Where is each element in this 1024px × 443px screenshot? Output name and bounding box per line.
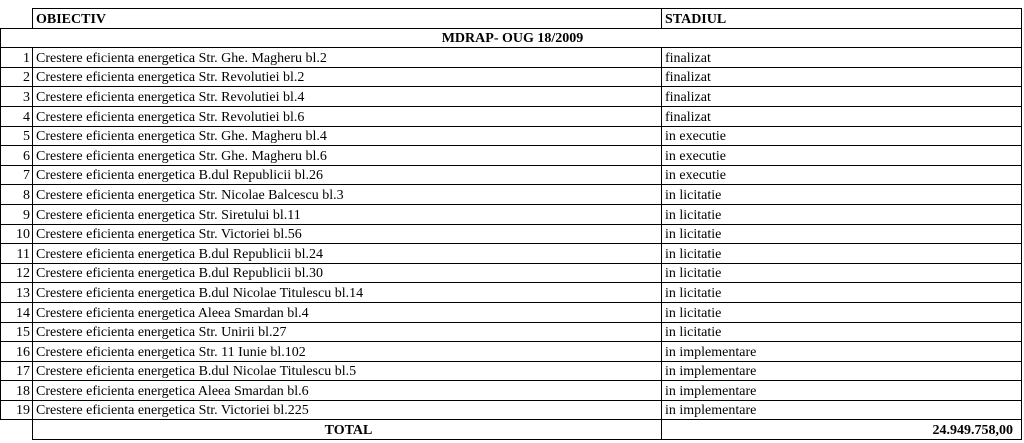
table-row <box>1 302 1022 322</box>
table-row <box>1 165 1022 185</box>
table-row <box>1 244 1022 264</box>
row-number: 1 <box>1 48 33 68</box>
row-number: 16 <box>1 342 33 362</box>
row-number: 17 <box>1 361 33 381</box>
row-objective: Crestere eficienta energetica B.dul Republicii bl.24 <box>33 244 662 264</box>
row-objective: Crestere eficienta energetica Str. 11 Iunie bl.102 <box>33 342 662 362</box>
row-status: in executie <box>662 146 1022 166</box>
row-number: 5 <box>1 126 33 146</box>
total-label: TOTAL <box>33 420 662 440</box>
header-number-cell <box>1 9 33 29</box>
table-row <box>1 263 1022 283</box>
table-row <box>1 224 1022 244</box>
row-objective: Crestere eficienta energetica B.dul Republicii bl.30 <box>33 263 662 283</box>
row-number: 4 <box>1 106 33 126</box>
row-number: 15 <box>1 322 33 342</box>
table-row <box>1 146 1022 166</box>
row-status: in licitatie <box>662 204 1022 224</box>
row-number: 11 <box>1 244 33 264</box>
row-number: 18 <box>1 381 33 401</box>
table-row <box>1 322 1022 342</box>
row-objective: Crestere eficienta energetica Str. Ghe. Magheru bl.4 <box>33 126 662 146</box>
row-objective: Crestere eficienta energetica B.dul Nicolae Titulescu bl.14 <box>33 283 662 303</box>
row-status: in licitatie <box>662 185 1022 205</box>
row-status: in licitatie <box>662 283 1022 303</box>
total-blank-cell <box>1 420 33 440</box>
objectives-table <box>0 8 1022 440</box>
row-status: finalizat <box>662 106 1022 126</box>
total-row <box>1 420 1022 440</box>
row-number: 10 <box>1 224 33 244</box>
row-number: 7 <box>1 165 33 185</box>
row-objective: Crestere eficienta energetica Aleea Smardan bl.6 <box>33 381 662 401</box>
table-header-row <box>1 9 1022 29</box>
objectives-table-sheet <box>0 8 1022 440</box>
row-objective: Crestere eficienta energetica Str. Nicolae Balcescu bl.3 <box>33 185 662 205</box>
table-row <box>1 283 1022 303</box>
row-objective: Crestere eficienta energetica Str. Siretului bl.11 <box>33 204 662 224</box>
row-status: in licitatie <box>662 302 1022 322</box>
row-status: finalizat <box>662 48 1022 68</box>
table-row <box>1 400 1022 420</box>
row-objective: Crestere eficienta energetica Str. Ghe. Magheru bl.2 <box>33 48 662 68</box>
row-status: in implementare <box>662 400 1022 420</box>
row-status: in executie <box>662 126 1022 146</box>
row-objective: Crestere eficienta energetica B.dul Nicolae Titulescu bl.5 <box>33 361 662 381</box>
table-row <box>1 106 1022 126</box>
row-number: 14 <box>1 302 33 322</box>
table-row <box>1 204 1022 224</box>
row-objective: Crestere eficienta energetica Str. Unirii bl.27 <box>33 322 662 342</box>
row-number: 6 <box>1 146 33 166</box>
table-row <box>1 361 1022 381</box>
row-number: 9 <box>1 204 33 224</box>
section-title-row <box>1 28 1022 48</box>
header-objective: OBIECTIV <box>33 9 662 29</box>
section-title: MDRAP- OUG 18/2009 <box>1 28 1022 48</box>
table-row <box>1 87 1022 107</box>
header-status: STADIUL <box>662 9 1022 29</box>
row-number: 19 <box>1 400 33 420</box>
row-number: 13 <box>1 283 33 303</box>
row-number: 2 <box>1 67 33 87</box>
row-objective: Crestere eficienta energetica Str. Victoriei bl.225 <box>33 400 662 420</box>
row-status: in licitatie <box>662 224 1022 244</box>
row-status: in licitatie <box>662 244 1022 264</box>
row-objective: Crestere eficienta energetica B.dul Republicii bl.26 <box>33 165 662 185</box>
table-row <box>1 185 1022 205</box>
row-status: in implementare <box>662 342 1022 362</box>
table-row <box>1 67 1022 87</box>
row-objective: Crestere eficienta energetica Str. Revolutiei bl.6 <box>33 106 662 126</box>
row-status: in licitatie <box>662 263 1022 283</box>
table-row <box>1 126 1022 146</box>
row-objective: Crestere eficienta energetica Str. Victoriei bl.56 <box>33 224 662 244</box>
table-row <box>1 48 1022 68</box>
row-objective: Crestere eficienta energetica Str. Revolutiei bl.2 <box>33 67 662 87</box>
row-objective: Crestere eficienta energetica Str. Ghe. Magheru bl.6 <box>33 146 662 166</box>
row-objective: Crestere eficienta energetica Str. Revolutiei bl.4 <box>33 87 662 107</box>
row-status: finalizat <box>662 67 1022 87</box>
row-status: in licitatie <box>662 322 1022 342</box>
table-row <box>1 381 1022 401</box>
row-objective: Crestere eficienta energetica Aleea Smardan bl.4 <box>33 302 662 322</box>
total-value: 24.949.758,00 <box>662 420 1022 440</box>
row-status: in implementare <box>662 381 1022 401</box>
row-number: 3 <box>1 87 33 107</box>
row-number: 12 <box>1 263 33 283</box>
row-status: in implementare <box>662 361 1022 381</box>
table-row <box>1 342 1022 362</box>
row-number: 8 <box>1 185 33 205</box>
row-status: in executie <box>662 165 1022 185</box>
row-status: finalizat <box>662 87 1022 107</box>
